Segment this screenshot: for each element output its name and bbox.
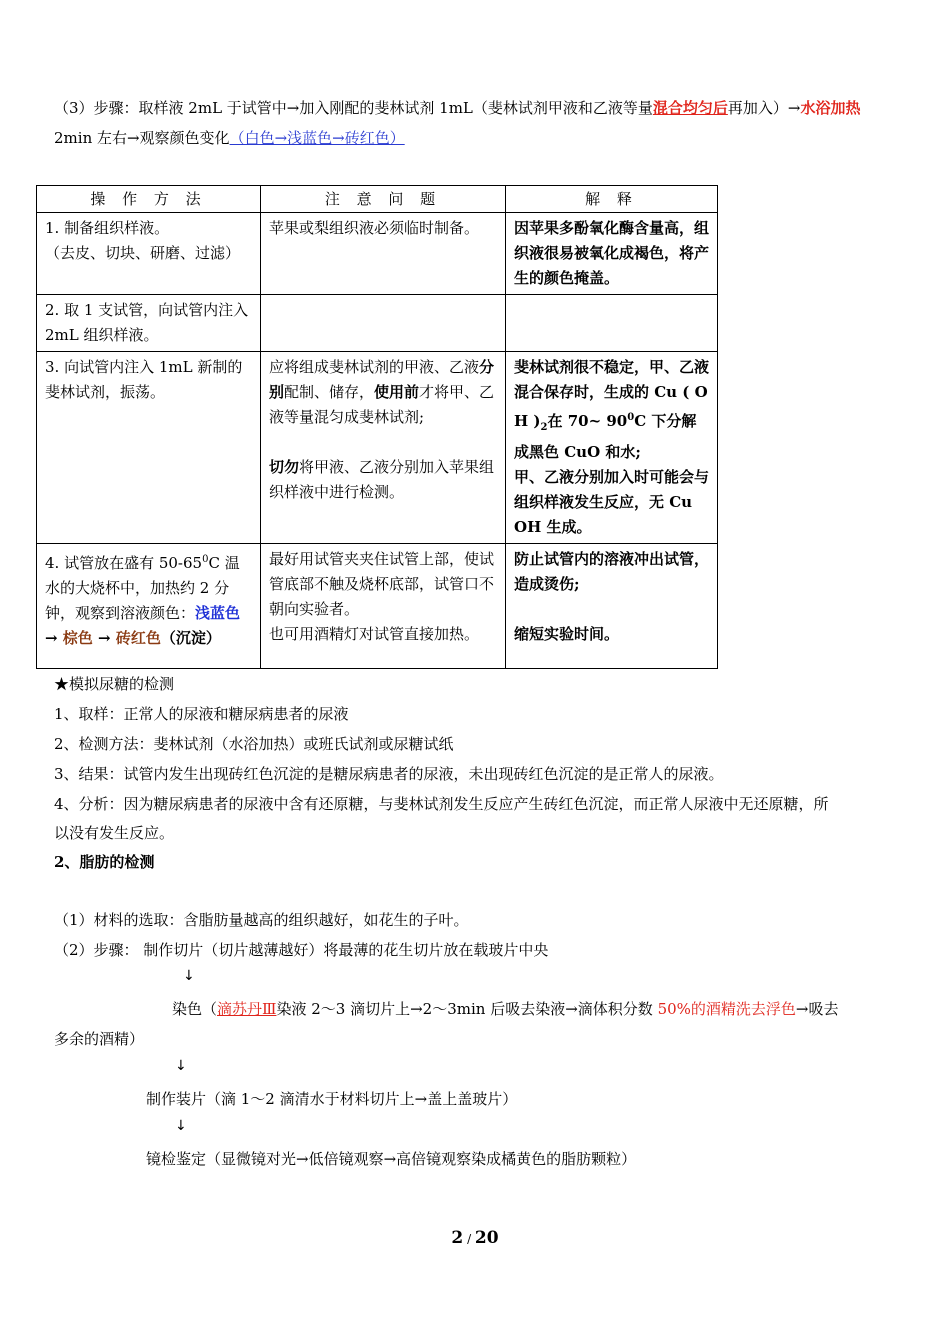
- r3-expl-sup: 0: [627, 412, 635, 423]
- page-sep: /: [463, 1232, 475, 1246]
- r3-expl-a: 斐林试剂很不稳定，甲、乙液混合保存时，生成的 Cu ( OH ): [514, 358, 710, 430]
- urine-line-3: 3、结果：试管内发生出现砖红色沉淀的是糖尿病患者的尿液，未出现砖红色沉淀的是正常人的尿液。: [54, 765, 724, 783]
- r1-notes: 苹果或梨组织液必须临时制备。: [261, 213, 506, 295]
- r1-method-b: （去皮、切块、研磨、过滤）: [45, 244, 241, 262]
- step3-emphasis-mix: 混合均匀后: [652, 99, 728, 117]
- r4-notes-a: 最好用试管夹夹住试管上部，使试管底部不触及烧杯底部，试管口不朝向实验者。: [269, 550, 495, 618]
- r1-explanation: 因苹果多酚氧化酶含量高，组织液很易被氧化成褐色，将产生的颜色掩盖。: [506, 213, 718, 295]
- fat-mount: 制作装片（滴 1～2 滴清水于材料切片上→盖上盖玻片）: [146, 1090, 518, 1108]
- r4-precipitate: （沉淀）: [160, 629, 221, 647]
- r3-explanation: [506, 352, 718, 544]
- fat-stain-line: [172, 998, 838, 1020]
- r4-explanation: [506, 544, 718, 669]
- table-row: [37, 352, 718, 544]
- r3-expl-d: 甲、乙液分别加入时可能会与组织样液发生反应，无 Cu OH 生成。: [514, 468, 710, 536]
- r3-notes-g: 将甲液、乙液分别加入苹果组织样液中进行检测。: [269, 458, 495, 501]
- r3-method: 3. 向试管内注入 1mL 新制的斐林试剂，振荡。: [37, 352, 261, 544]
- r4-arrow-1: →: [45, 629, 63, 647]
- r4-method-sup: 0: [202, 554, 209, 565]
- r2-notes: [261, 295, 506, 352]
- r3-notes-d: 使用前: [374, 383, 420, 401]
- r4-color-brown: 棕色: [62, 629, 93, 647]
- page-number: [0, 1228, 950, 1248]
- r4-color-brickred: 砖红色: [115, 629, 161, 647]
- urine-title: ★模拟尿糖的检测: [54, 675, 175, 693]
- r3-notes-f: 切勿: [269, 458, 300, 476]
- r4-notes-b: 也可用酒精灯对试管直接加热。: [269, 625, 480, 643]
- r2-method: 2. 取 1 支试管，向试管内注入 2mL 组织样液。: [37, 295, 261, 352]
- r4-color-lightblue: 浅蓝色: [195, 604, 241, 622]
- fat-stain-cont: 多余的酒精）: [54, 1030, 145, 1048]
- spacer: [269, 430, 497, 455]
- fat-step-1: （1）材料的选取：含脂肪量越高的组织越好，如花生的子叶。: [54, 911, 469, 929]
- r4-expl-a: 防止试管内的溶液冲出试管，造成烫伤;: [514, 550, 710, 593]
- r4-expl-b: 缩短实验时间。: [514, 625, 620, 643]
- fat-exam: 镜检鉴定（显微镜对光→低倍镜观察→高倍镜观察染成橘黄色的脂肪颗粒）: [146, 1150, 637, 1168]
- table-row: [37, 295, 718, 352]
- step3-emphasis-waterbath: 水浴加热: [800, 99, 861, 117]
- arrow-down-icon: ↓: [175, 1058, 187, 1074]
- r3-expl-c: C 下分解成黑色 CuO 和水;: [514, 412, 697, 461]
- r2-explanation: [506, 295, 718, 352]
- r3-expl-b: 在 70~ 90: [547, 412, 628, 430]
- step3-text-mid: 再加入）→: [727, 99, 801, 117]
- spacer: [514, 597, 709, 622]
- page-total: 20: [474, 1228, 499, 1248]
- fat-stain-alcohol: 50%的酒精洗去浮色: [657, 1000, 796, 1018]
- urine-line-4a: 4、分析：因为糖尿病患者的尿液中含有还原糖，与斐林试剂发生反应产生砖红色沉淀，而正常人尿液中无还原糖，所: [54, 795, 829, 813]
- fat-step-2: （2）步骤： 制作切片（切片越薄越好）将最薄的花生切片放在载玻片中央: [54, 941, 549, 959]
- r3-expl-sub: 2: [540, 422, 548, 433]
- table-row: [37, 213, 718, 295]
- fat-stain-sudan: 滴苏丹Ⅲ: [217, 1000, 277, 1018]
- urine-line-4b: 以没有发生反应。: [54, 824, 175, 842]
- r4-arrow-2: →: [92, 629, 116, 647]
- step3-text-2: 2min 左右→观察颜色变化: [54, 129, 230, 147]
- header-notes: 注 意 问 题: [261, 186, 506, 213]
- fat-stain-a: 染色（: [172, 1000, 218, 1018]
- header-method: 操 作 方 法: [37, 186, 261, 213]
- r3-notes: [261, 352, 506, 544]
- r4-notes: [261, 544, 506, 669]
- fat-stain-b: 染液 2～3 滴切片上→2～3min 后吸去染液→滴体积分数: [276, 1000, 658, 1018]
- step3-color-change: （白色→浅蓝色→砖红色）: [229, 129, 405, 147]
- table-row: [37, 544, 718, 669]
- r4-method-b: C 温水的大烧杯中，加热约 2 分钟，观察到溶液颜色：: [45, 554, 240, 622]
- procedure-table: [36, 185, 718, 669]
- urine-line-2: 2、检测方法：斐林试剂（水浴加热）或班氏试剂或尿糖试纸: [54, 735, 454, 753]
- arrow-down-icon: ↓: [183, 968, 195, 984]
- fat-stain-c: →吸去: [795, 1000, 839, 1018]
- step3-line1: [54, 97, 861, 119]
- r1-method: [37, 213, 261, 295]
- r1-method-a: 1. 制备组织样液。: [45, 219, 170, 237]
- header-explanation: 解 释: [506, 186, 718, 213]
- r3-notes-a: 应将组成斐林试剂的甲液、乙液: [269, 358, 480, 376]
- r3-notes-c: 配制、储存，: [284, 383, 375, 401]
- arrow-down-icon: ↓: [175, 1118, 187, 1134]
- fat-heading: 2、脂肪的检测: [54, 853, 155, 871]
- r4-method-a: 4. 试管放在盛有 50-65: [45, 554, 203, 572]
- table-header-row: [37, 186, 718, 213]
- urine-line-1: 1、取样：正常人的尿液和糖尿病患者的尿液: [54, 705, 349, 723]
- step3-line2: [54, 127, 405, 149]
- r4-method: [37, 544, 261, 669]
- r3-notes-b: 分别: [269, 358, 495, 401]
- r3-notes-e: 才将甲、乙液等量混匀成斐林试剂;: [269, 383, 495, 426]
- page-current: 2: [451, 1228, 464, 1248]
- step3-text: （3）步骤：取样液 2mL 于试管中→加入刚配的斐林试剂 1mL（斐林试剂甲液和乙液等量: [54, 99, 653, 117]
